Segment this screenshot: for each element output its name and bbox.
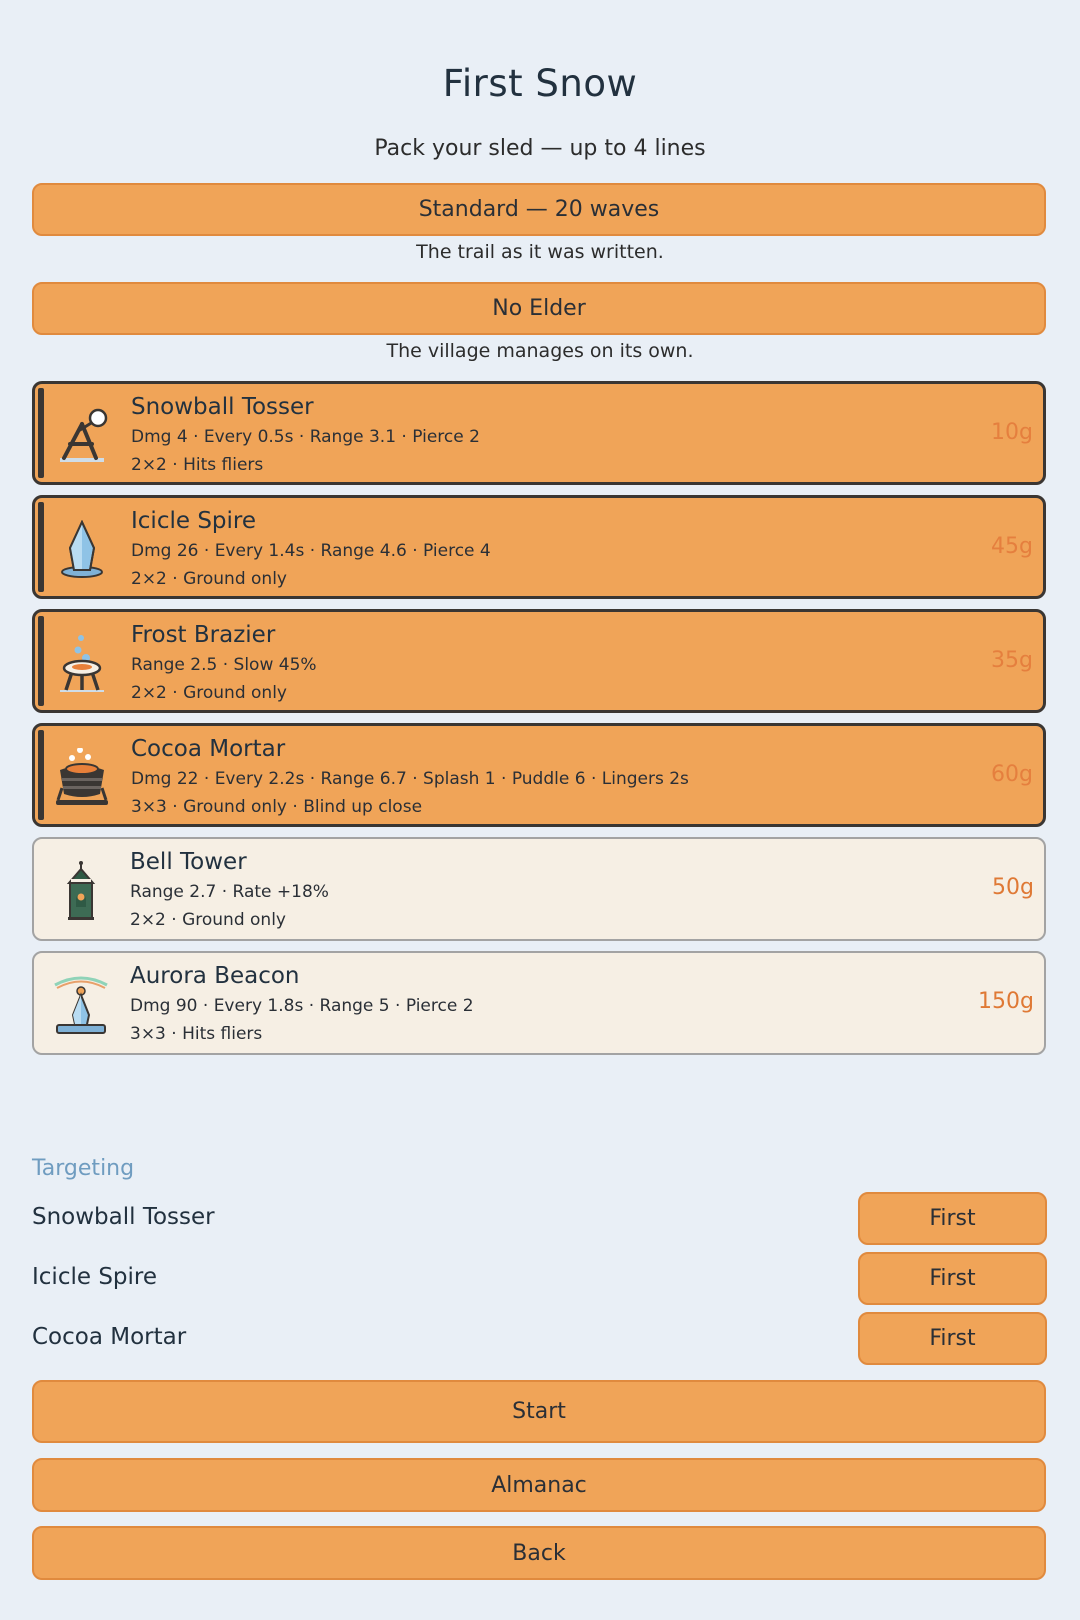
start-button[interactable]: Start bbox=[32, 1380, 1046, 1443]
tower-price: 60g bbox=[991, 762, 1033, 787]
tower-meta: 2×2 · Ground only bbox=[131, 569, 287, 589]
tower-name: Aurora Beacon bbox=[130, 963, 300, 989]
mode-button[interactable]: Standard — 20 waves bbox=[32, 183, 1046, 236]
page-subtitle: Pack your sled — up to 4 lines bbox=[374, 136, 706, 161]
tower-stats: Dmg 90 · Every 1.8s · Range 5 · Pierce 2 bbox=[130, 996, 474, 1016]
tower-card-snowball-tosser[interactable] bbox=[32, 381, 1046, 485]
tower-card-bell-tower[interactable] bbox=[32, 837, 1046, 941]
tower-name: Cocoa Mortar bbox=[131, 736, 286, 762]
bell-tower-icon bbox=[51, 861, 111, 921]
tower-price: 45g bbox=[991, 534, 1033, 559]
tower-stats: Range 2.7 · Rate +18% bbox=[130, 882, 329, 902]
tower-meta: 2×2 · Hits fliers bbox=[131, 455, 264, 475]
tower-price: 50g bbox=[992, 875, 1034, 900]
tower-price: 35g bbox=[991, 648, 1033, 673]
icicle-icon bbox=[52, 520, 112, 580]
catapult-icon bbox=[52, 406, 112, 466]
elder-caption: The village manages on its own. bbox=[386, 340, 694, 362]
tower-name: Bell Tower bbox=[130, 849, 247, 875]
tower-stats: Range 2.5 · Slow 45% bbox=[131, 655, 317, 675]
tower-card-aurora-beacon[interactable] bbox=[32, 951, 1046, 1055]
tower-meta: 3×3 · Hits fliers bbox=[130, 1024, 263, 1044]
tower-card-icicle-spire[interactable] bbox=[32, 495, 1046, 599]
tower-stats: Dmg 4 · Every 0.5s · Range 3.1 · Pierce 2 bbox=[131, 427, 480, 447]
targeting-mode-button[interactable]: First bbox=[858, 1192, 1047, 1245]
tower-meta: 2×2 · Ground only bbox=[130, 910, 286, 930]
almanac-button[interactable]: Almanac bbox=[32, 1458, 1046, 1512]
targeting-mode-button[interactable]: First bbox=[858, 1252, 1047, 1305]
tower-price: 10g bbox=[991, 420, 1033, 445]
tower-stats: Dmg 26 · Every 1.4s · Range 4.6 · Pierce 4 bbox=[131, 541, 491, 561]
targeting-row-label: Snowball Tosser bbox=[32, 1204, 215, 1230]
targeting-heading: Targeting bbox=[32, 1156, 135, 1181]
mortar-icon bbox=[52, 748, 112, 808]
beacon-icon bbox=[51, 975, 111, 1035]
tower-card-cocoa-mortar[interactable] bbox=[32, 723, 1046, 827]
tower-name: Icicle Spire bbox=[131, 508, 257, 534]
tower-card-frost-brazier[interactable] bbox=[32, 609, 1046, 713]
targeting-row-label: Icicle Spire bbox=[32, 1264, 158, 1290]
tower-name: Snowball Tosser bbox=[131, 394, 314, 420]
tower-meta: 3×3 · Ground only · Blind up close bbox=[131, 797, 423, 817]
elder-button[interactable]: No Elder bbox=[32, 282, 1046, 335]
brazier-icon bbox=[52, 634, 112, 694]
page-title: First Snow bbox=[442, 62, 638, 105]
tower-stats: Dmg 22 · Every 2.2s · Range 6.7 · Splash 1 · Puddle 6 · Lingers 2s bbox=[131, 769, 689, 789]
back-button[interactable]: Back bbox=[32, 1526, 1046, 1580]
targeting-mode-button[interactable]: First bbox=[858, 1312, 1047, 1365]
tower-meta: 2×2 · Ground only bbox=[131, 683, 287, 703]
tower-name: Frost Brazier bbox=[131, 622, 276, 648]
mode-caption: The trail as it was written. bbox=[416, 241, 664, 263]
targeting-row-label: Cocoa Mortar bbox=[32, 1324, 187, 1350]
tower-price: 150g bbox=[978, 989, 1034, 1014]
